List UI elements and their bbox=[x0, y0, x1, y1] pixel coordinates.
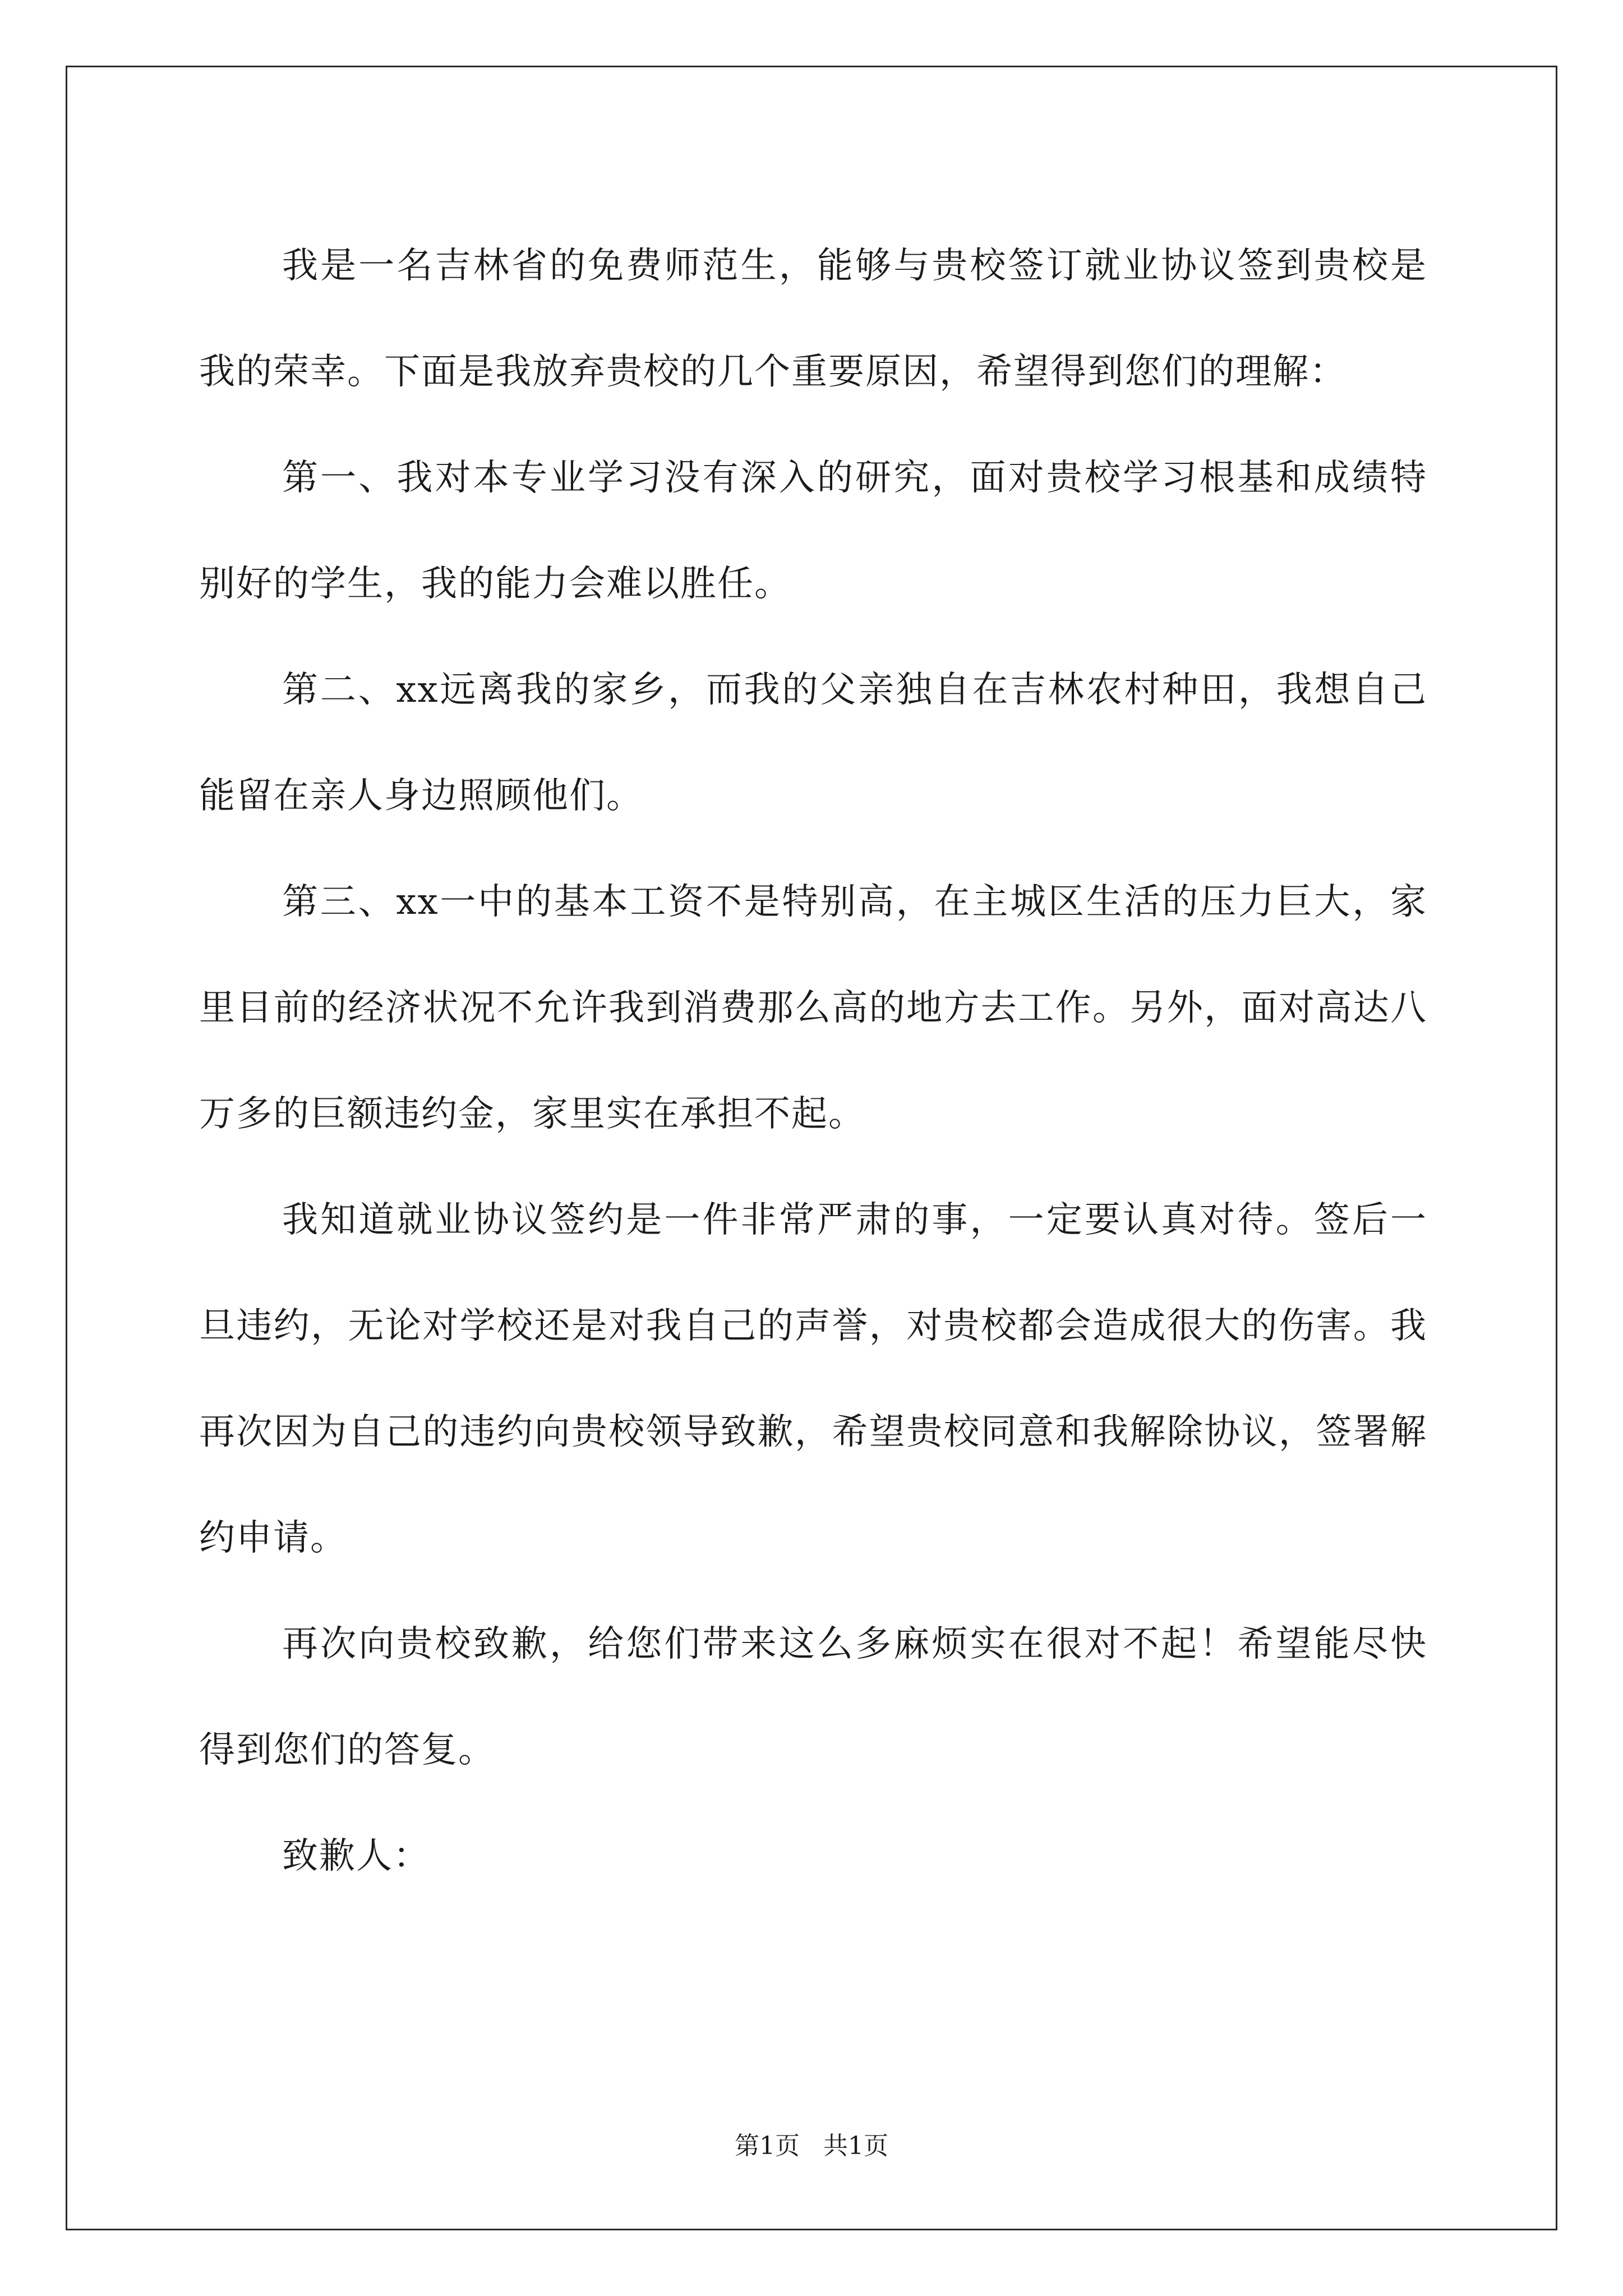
page-number: 第1页 bbox=[735, 2132, 800, 2160]
page-footer bbox=[0, 2129, 1623, 2163]
page-total: 共1页 bbox=[823, 2132, 888, 2160]
paragraph-reason-2: 第二、xx远离我的家乡，而我的父亲独自在吉林农村种田，我想自己能留在亲人身边照顾他们。 bbox=[199, 669, 1427, 817]
paragraph-reason-1: 第一、我对本专业学习没有深入的研究，面对贵校学习根基和成绩特别好的学生，我的能力会难以胜任。 bbox=[199, 457, 1427, 605]
signoff-label: 致歉人： bbox=[282, 1835, 430, 1877]
paragraph-reason-3: 第三、xx一中的基本工资不是特别高，在主城区生活的压力巨大，家里目前的经济状况不允许我到消费那么高的地方去工作。另外，面对高达八万多的巨额违约金，家里实在承担不起。 bbox=[199, 881, 1427, 1135]
paragraph-intro: 我是一名吉林省的免费师范生，能够与贵校签订就业协议签到贵校是我的荣幸。下面是我放弃贵校的几个重要原因，希望得到您们的理解： bbox=[199, 245, 1427, 393]
paragraph-apology: 再次向贵校致歉，给您们带来这么多麻烦实在很对不起！希望能尽快得到您们的答复。 bbox=[199, 1623, 1427, 1771]
document-body bbox=[199, 213, 1427, 1910]
paragraph-commitment: 我知道就业协议签约是一件非常严肃的事，一定要认真对待。签后一旦违约，无论对学校还是对我自己的声誉，对贵校都会造成很大的伤害。我再次因为自己的违约向贵校领导致歉，希望贵校同意和我解除协议，签署解约申请。 bbox=[199, 1199, 1427, 1559]
